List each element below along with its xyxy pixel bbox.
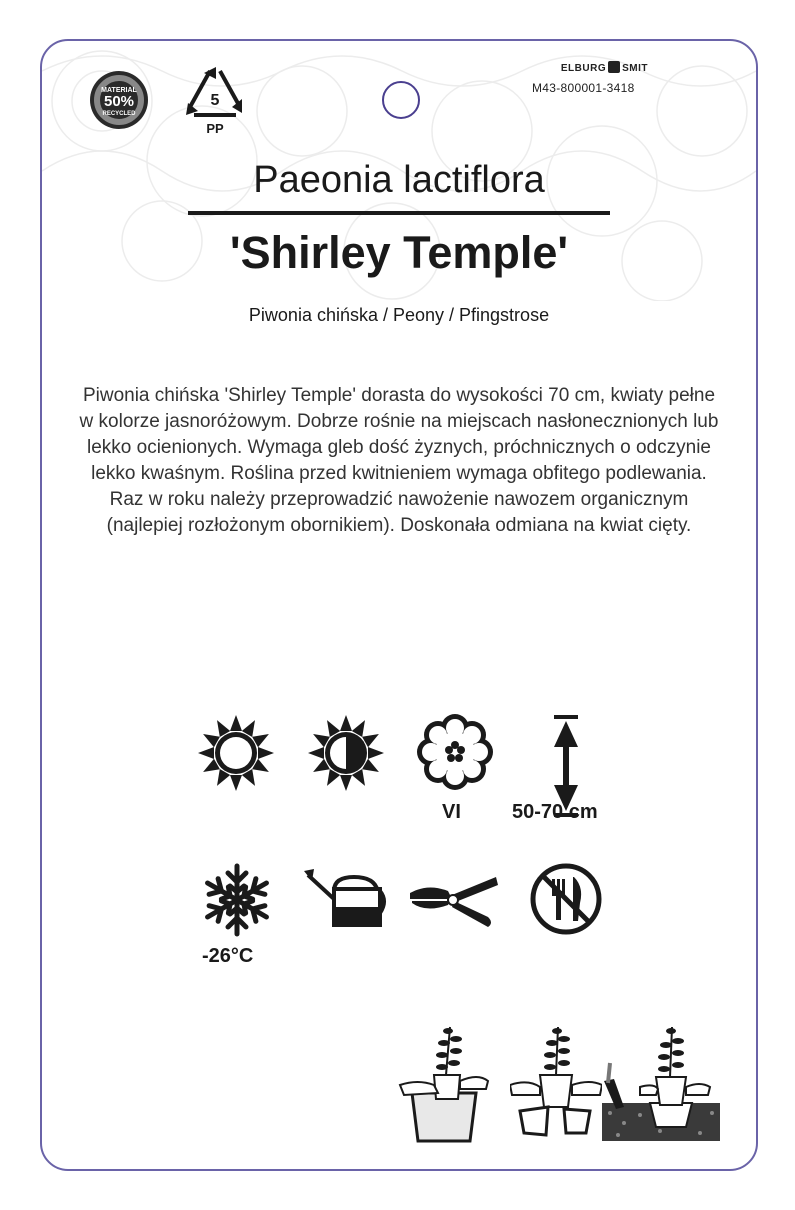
plant-in-soil-step-icon — [600, 1023, 722, 1143]
height-range: 50-70 cm — [512, 801, 598, 823]
flowering-month: VI — [442, 801, 461, 823]
remove-pot-step-icon — [398, 1023, 490, 1143]
latin-name: Paeonia lactiflora — [253, 159, 545, 201]
pruning-shears-icon — [408, 873, 498, 929]
not-edible-icon — [528, 861, 604, 937]
badge-line2: 50% — [103, 93, 135, 110]
hang-hole — [382, 81, 420, 119]
brand-logo — [561, 61, 648, 74]
common-names: Piwonia chińska / Peony / Pfingstrose — [248, 305, 550, 325]
cultivar-name: 'Shirley Temple' — [229, 227, 569, 278]
frost-hardiness-icon — [198, 861, 276, 939]
brand-right: SMIT — [622, 63, 648, 74]
plant-label-card — [40, 39, 758, 1171]
loosen-roots-step-icon — [510, 1023, 602, 1143]
recycle-material: PP — [206, 121, 224, 136]
product-code: M43-800001-3418 — [532, 81, 635, 95]
flowering-icon — [416, 713, 494, 791]
recycle-number: 5 — [210, 92, 220, 109]
full-sun-icon — [196, 713, 276, 793]
title-divider — [188, 211, 610, 215]
recycled-material-badge-icon — [88, 69, 150, 131]
frost-temperature: -26°C — [202, 945, 254, 967]
badge-line1: MATERIAL — [101, 87, 137, 94]
brand-mark-icon — [608, 61, 620, 73]
badge-line3: RECYCLED — [102, 111, 136, 117]
partial-shade-icon — [306, 713, 386, 793]
recycle-pp-icon — [182, 65, 248, 137]
description: Piwonia chińska 'Shirley Temple' dorasta do wysokości 70 cm, kwiaty pełne w kolorze jasnoróżowym. Dobrze rośnie na miejscach nasłonecznionych lub lekko ocienionych. Wymaga gleb dość żyznych, próchnicznych o odczynie lekko kwaśnym. Roślina przed kwitnieniem wymaga obfitego podlewania. Raz w roku należy przeprowadzić nawożenie nawozem organicznym (najlepiej rozłożonym obornikiem). Doskonała odmiana na kwiat cięty. — [79, 385, 719, 536]
watering-can-icon — [304, 869, 388, 927]
brand-left: ELBURG — [560, 63, 607, 74]
